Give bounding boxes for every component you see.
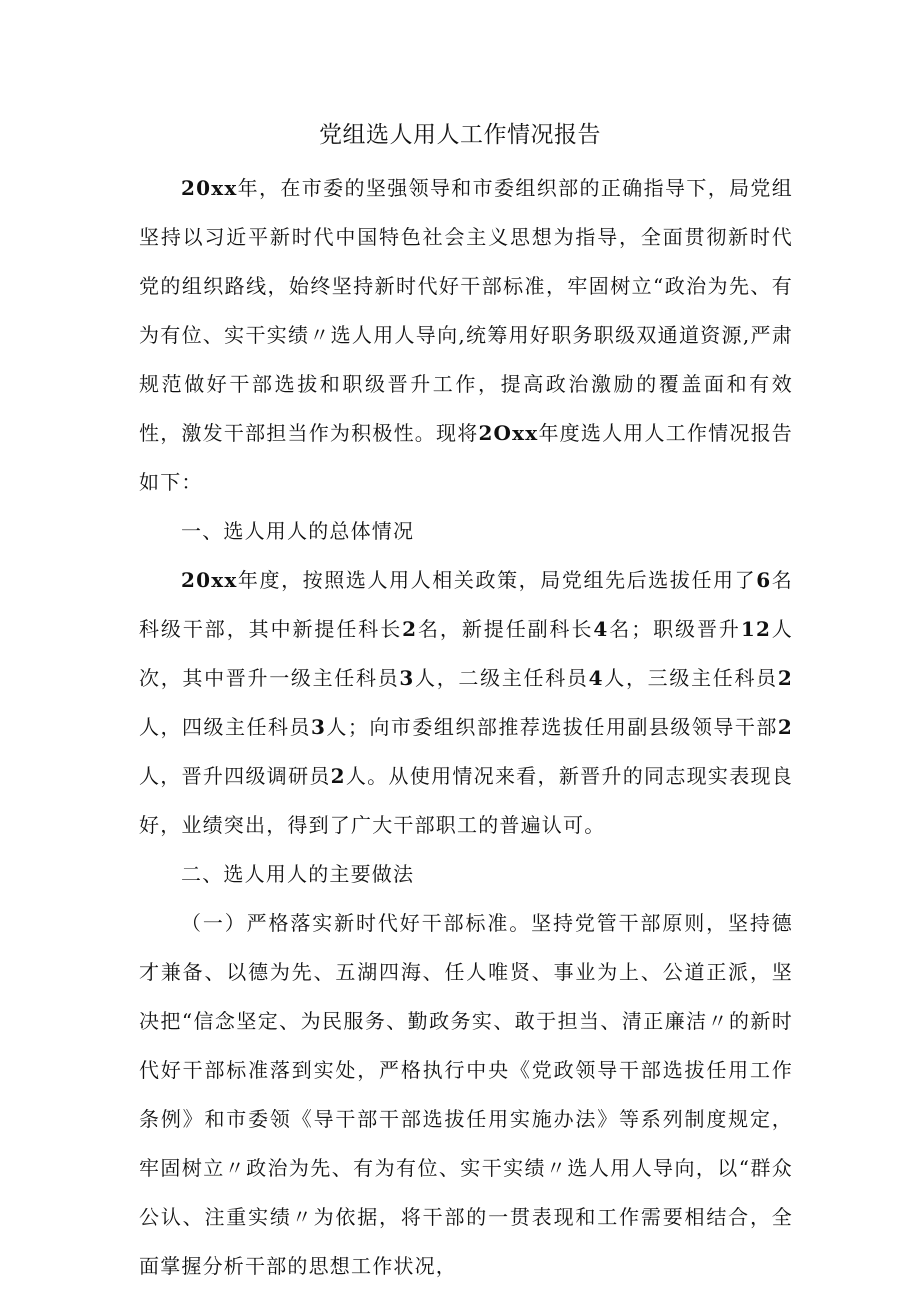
s1-number: 2 [330, 764, 346, 788]
section-1-heading: 一、选人用人的总体情况 [181, 519, 415, 543]
s1-text: 人。从使用情况来看，新晋升的同志现实表现良好，业绩突出，得到了广大干部职工的普遍认可。 [139, 764, 793, 837]
s1-text: 人次，其中晋升一级主任科员 [139, 617, 794, 690]
document-body [139, 164, 793, 1291]
s1-text: 名科级干部，其中新提任科长 [139, 568, 793, 641]
intro-year: 20xx [181, 176, 238, 200]
s1-text: 年度，按照选人用人相关政策，局党组先后选拔任用了 [237, 568, 757, 592]
s1-text: 名，新提任副科长 [417, 617, 594, 641]
s1-text: 人，二级主任科员 [414, 666, 589, 690]
section-1-year: 20xx [181, 568, 238, 592]
s1-text: 人，三级主任科员 [603, 666, 778, 690]
s1-number: 4 [588, 666, 604, 690]
s1-number: 12 [740, 617, 772, 641]
s1-text: 名；职级晋升 [608, 617, 741, 641]
report-year: 2Oxx [478, 421, 539, 445]
s1-number: 6 [756, 568, 772, 592]
s1-number: 2 [402, 617, 418, 641]
section-1-paragraph [139, 556, 793, 850]
s1-text: 人，四级主任科员 [139, 715, 311, 739]
s1-number: 2 [777, 666, 793, 690]
s1-number: 4 [593, 617, 609, 641]
section-2-heading: 二、选人用人的主要做法 [181, 862, 415, 886]
intro-text-b: 年度选人用人工作情况报告如下： [139, 421, 794, 494]
intro-text-a: 年，在市委的坚强领导和市委组织部的正确指导下，局党组坚持以习近平新时代中国特色社会主义思想为指导，全面贯彻新时代党的组织路线，始终坚持新时代好干部标准，牢固树立“政治为先、有为有位、实干实绩〃选人用人导向,统筹用好职务职级双通道资源,严肃规范做好干部选拔和职级晋升工作，提高政治激励的覆盖面和有效性，激发干部担当作为积极性。现将 [139, 176, 793, 445]
s1-text: 人，晋升四级调研员 [139, 764, 331, 788]
s1-number: 3 [399, 666, 415, 690]
intro-paragraph [139, 164, 793, 507]
s1-number: 2 [777, 715, 793, 739]
s1-number: 3 [310, 715, 327, 739]
document-title: 党组选人用人工作情况报告 [319, 122, 601, 148]
s1-text: 人；向市委组织部推荐选拔任用副县级领导干部 [326, 715, 778, 739]
section-2-paragraph-1: （一）严格落实新时代好干部标准。坚持党管干部原则，坚持德才兼备、以德为先、五湖四海、任人唯贤、事业为上、公道正派，坚决把“信念坚定、为民服务、勤政务实、敢于担当、清正廉洁〃的新时代好干部标准落到实处，严格执行中央《党政领导干部选拔任用工作条例》和市委领《导干部干部选拔任用实施办法》等系列制度规定，牢固树立〃政治为先、有为有位、实干实绩〃选人用人导向，以“群众公认、注重实绩〃为依据，将干部的一贯表现和工作需要相结合，全面掌握分析干部的思想工作状况， [139, 911, 793, 1278]
